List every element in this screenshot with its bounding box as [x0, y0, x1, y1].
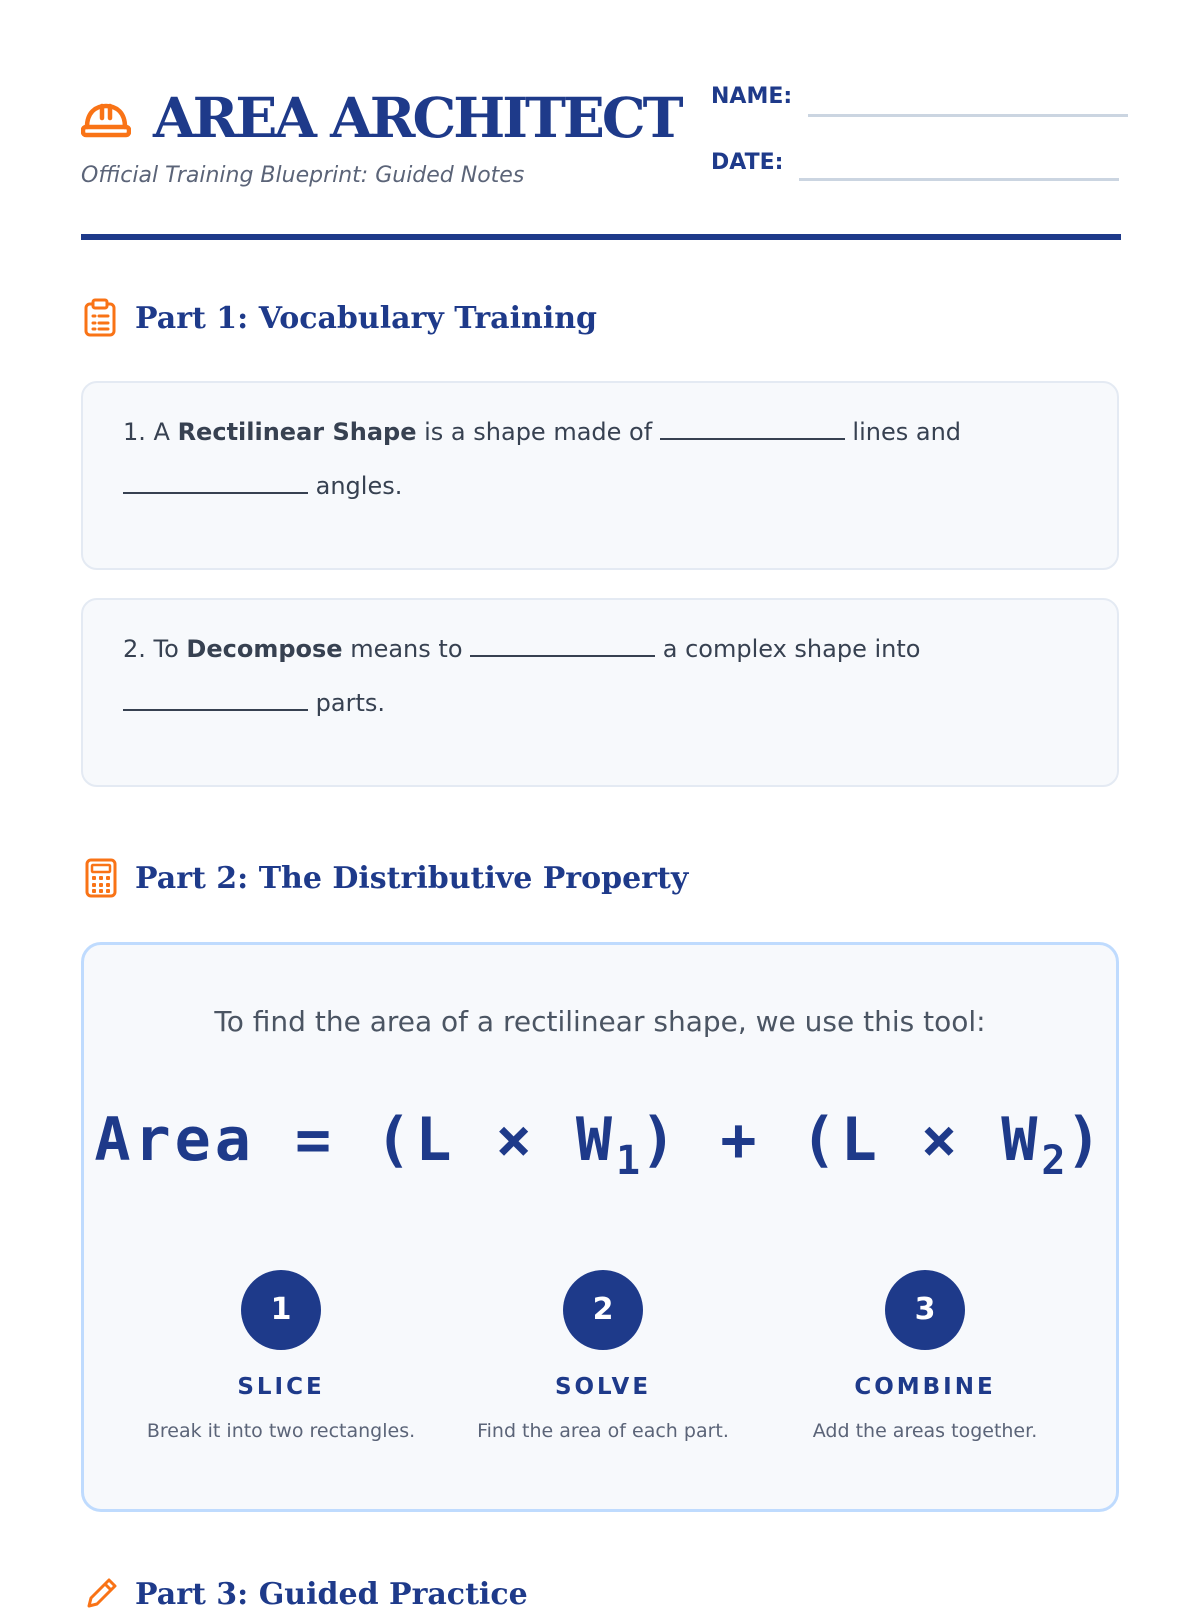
formula-lhs: Area = (L × W: [94, 1105, 617, 1175]
step-description: Find the area of each part.: [477, 1420, 729, 1442]
formula-mid: ) + (L × W: [640, 1105, 1042, 1175]
formula-sub-2: 2: [1041, 1138, 1066, 1184]
part1-title: Part 1: Vocabulary Training: [135, 300, 598, 336]
step-solve: [442, 1270, 764, 1442]
name-field: [711, 84, 1128, 109]
date-field: [711, 150, 1119, 175]
header-divider: [81, 234, 1121, 240]
q1-term: Rectilinear Shape: [177, 418, 417, 446]
step-slice: [120, 1270, 442, 1442]
brand-row: [81, 86, 681, 150]
q1-after-blank-2: angles.: [308, 472, 403, 500]
vocab-card-1: [81, 381, 1119, 570]
vocab-card-2: [81, 598, 1119, 787]
date-line[interactable]: [799, 178, 1119, 181]
q2-blank-1[interactable]: [470, 625, 655, 657]
step-title: SLICE: [237, 1374, 325, 1400]
step-title: SOLVE: [554, 1374, 652, 1400]
hard-hat-icon: [81, 97, 131, 139]
date-label: DATE:: [711, 150, 784, 175]
q1-blank-1[interactable]: [660, 408, 845, 440]
page-subtitle: Official Training Blueprint: Guided Notes: [81, 163, 525, 188]
q1-prefix: 1. A: [123, 418, 178, 446]
q2-prefix: 2. To: [123, 635, 187, 663]
q1-mid: is a shape made of: [416, 418, 660, 446]
step-number-badge: 1: [241, 1270, 321, 1350]
name-label: NAME:: [711, 84, 793, 109]
formula-sub-1: 1: [616, 1138, 641, 1184]
formula-end: ): [1065, 1105, 1106, 1175]
part2-heading: [81, 858, 688, 898]
step-title: COMBINE: [854, 1374, 996, 1400]
part3-title: Part 3: Guided Practice: [135, 1576, 528, 1612]
step-description: Break it into two rectangles.: [146, 1420, 416, 1442]
q2-blank-2[interactable]: [123, 679, 308, 711]
area-formula: [84, 1105, 1116, 1184]
pencil-icon: [81, 1574, 121, 1614]
part3-heading: [81, 1574, 528, 1614]
q2-term: Decompose: [186, 635, 343, 663]
q1-after-blank-1: lines and: [844, 418, 962, 446]
part1-heading: [81, 298, 597, 338]
q2-after-blank-2: parts.: [308, 689, 385, 717]
q2-after-blank-1: a complex shape into: [655, 635, 921, 663]
distributive-card: [81, 942, 1119, 1512]
tool-intro: To find the area of a rectilinear shape, we use this tool:: [214, 1005, 986, 1038]
name-line[interactable]: [808, 114, 1128, 117]
page-title: AREA ARCHITECT: [153, 85, 681, 150]
calculator-icon: [81, 858, 121, 898]
part2-title: Part 2: The Distributive Property: [135, 860, 689, 896]
q1-blank-2[interactable]: [123, 462, 308, 494]
step-description: Add the areas together.: [812, 1420, 1038, 1442]
clipboard-icon: [81, 298, 121, 338]
step-number-badge: 3: [885, 1270, 965, 1350]
step-combine: [764, 1270, 1086, 1442]
step-number-badge: 2: [563, 1270, 643, 1350]
q2-mid: means to: [342, 635, 471, 663]
worksheet-header: [81, 0, 1121, 245]
